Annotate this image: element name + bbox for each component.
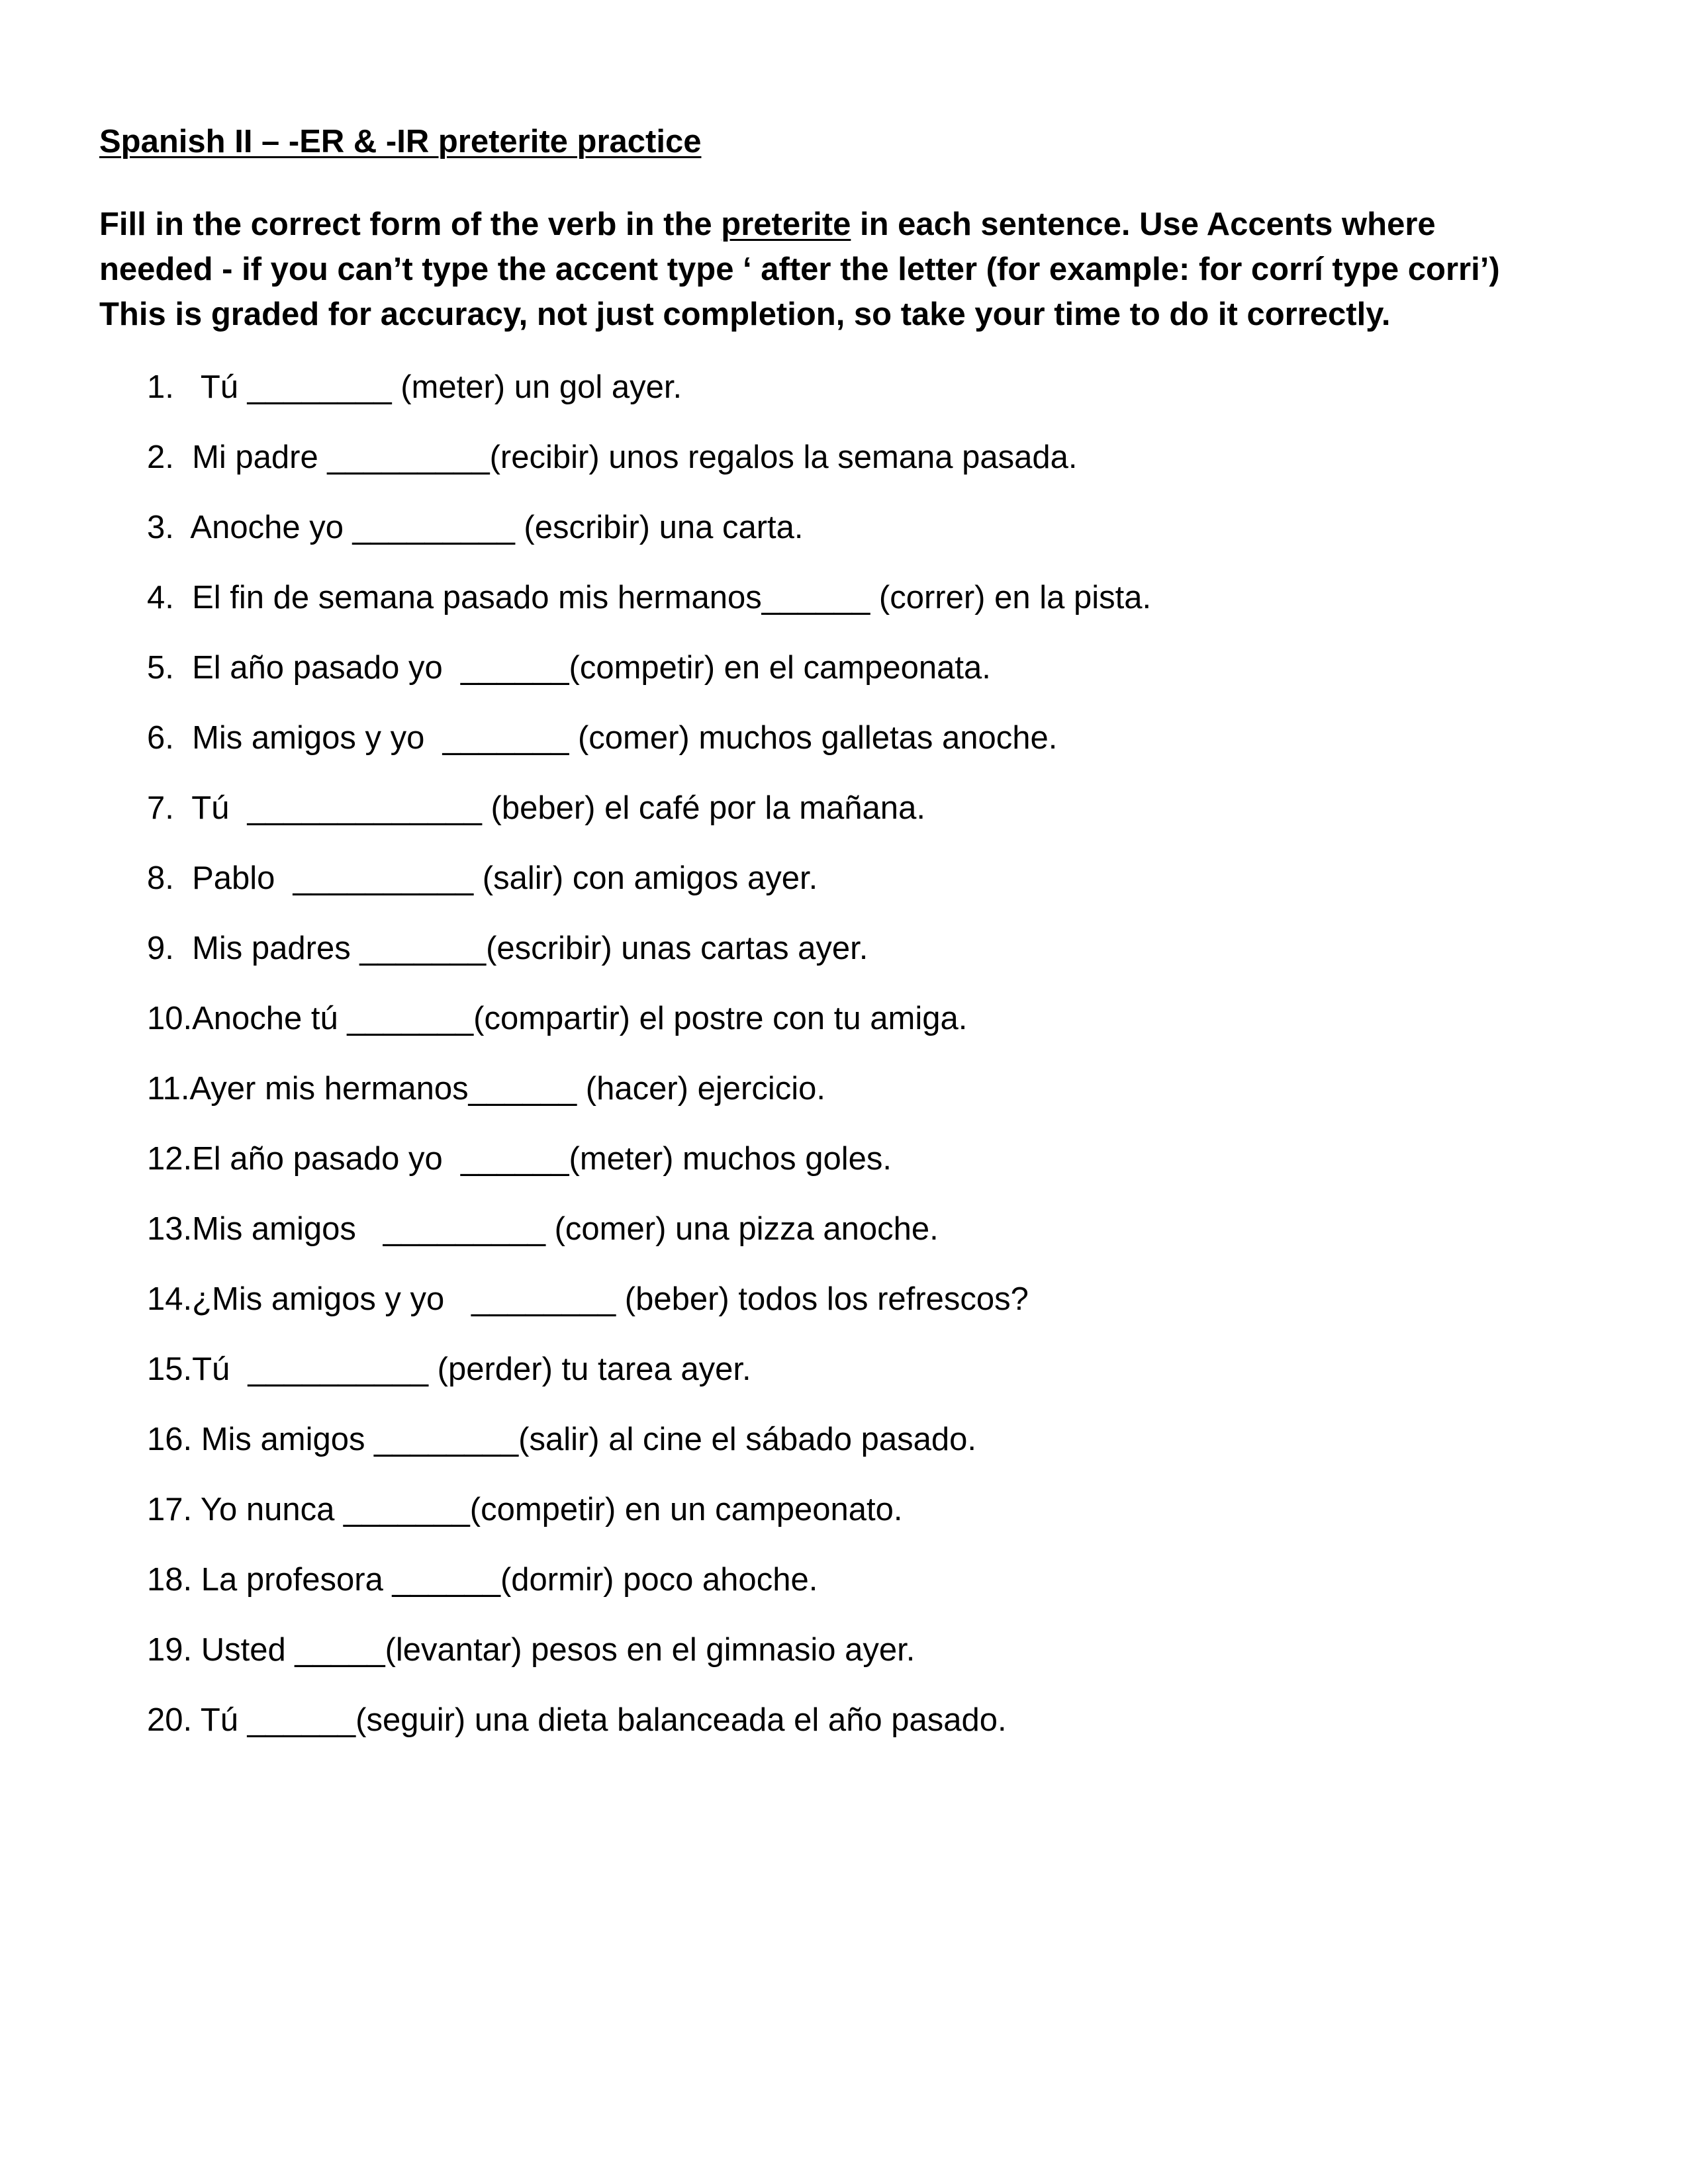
question-12: 12.El año pasado yo ______(meter) muchos goles. [147, 1141, 892, 1177]
instructions-line-1 [99, 202, 1609, 247]
question-6: 6. Mis amigos y yo _______ (comer) muchos galletas anoche. [147, 720, 1058, 756]
question-15: 15.Tú __________ (perder) tu tarea ayer. [147, 1351, 751, 1387]
worksheet-title: Spanish II – -ER & -IR preterite practice [99, 124, 702, 159]
instructions-line-1-end: in each sentence. Use Accents where [851, 206, 1436, 242]
instructions-line-2: needed - if you can’t type the accent type ‘ after the letter (for example: for corrí type corri’) [99, 251, 1500, 287]
question-list [147, 367, 1151, 1770]
question-20: 20. Tú ______(seguir) una dieta balanceada el año pasado. [147, 1702, 1007, 1738]
question-14: 14.¿Mis amigos y yo ________ (beber) todos los refrescos? [147, 1281, 1029, 1317]
question-7: 7. Tú _____________ (beber) el café por la mañana. [147, 790, 925, 826]
instructions [99, 202, 1609, 337]
question-17: 17. Yo nunca _______(competir) en un campeonato. [147, 1492, 903, 1527]
question-8: 8. Pablo __________ (salir) con amigos ayer. [147, 860, 818, 896]
question-11: 11.Ayer mis hermanos______ (hacer) ejercicio. [147, 1071, 825, 1107]
question-2: 2. Mi padre _________(recibir) unos regalos la semana pasada. [147, 439, 1078, 475]
question-13: 13.Mis amigos _________ (comer) una pizza anoche. [147, 1211, 939, 1247]
question-9: 9. Mis padres _______(escribir) unas cartas ayer. [147, 931, 868, 966]
question-19: 19. Usted _____(levantar) pesos en el gimnasio ayer. [147, 1632, 915, 1668]
instructions-line-3: This is graded for accuracy, not just completion, so take your time to do it correctly. [99, 296, 1391, 332]
question-18: 18. La profesora ______(dormir) poco ahoche. [147, 1562, 818, 1598]
instructions-line-1-start: Fill in the correct form of the verb in the [99, 206, 722, 242]
question-16: 16. Mis amigos ________(salir) al cine el sábado pasado. [147, 1422, 976, 1457]
preterite-emphasis: preterite [721, 206, 851, 242]
question-4: 4. El fin de semana pasado mis hermanos______ (correr) en la pista. [147, 580, 1152, 615]
question-5: 5. El año pasado yo ______(competir) en el campeonata. [147, 650, 991, 686]
question-3: 3. Anoche yo _________ (escribir) una carta. [147, 510, 804, 545]
question-1: 1. Tú ________ (meter) un gol ayer. [147, 369, 682, 405]
question-10: 10.Anoche tú _______(compartir) el postre con tu amiga. [147, 1001, 968, 1036]
